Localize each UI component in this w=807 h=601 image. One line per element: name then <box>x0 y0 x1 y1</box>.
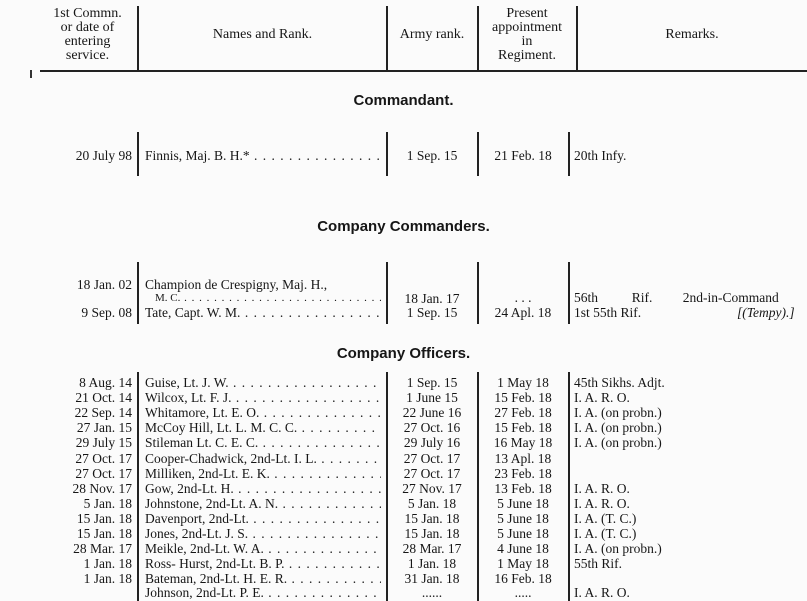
row-appointment: 13 Apl. 18 <box>494 451 552 466</box>
row-army-rank: 1 Sep. 15 <box>406 148 458 163</box>
section-title-company-commanders: Company Commanders. <box>317 218 490 235</box>
header-first-commission <box>40 0 135 70</box>
header-line: entering <box>64 34 111 49</box>
row-appointment: 5 June 18 <box>497 496 549 511</box>
table-row <box>0 375 807 391</box>
row-appointment: 21 Feb. 18 <box>494 148 552 163</box>
table-row <box>0 556 807 572</box>
table-row <box>0 496 807 512</box>
row-army-rank: 1 Jan. 18 <box>407 556 457 571</box>
row-date: 8 Aug. 14 <box>79 375 132 390</box>
section-title-company-officers: Company Officers. <box>336 345 471 362</box>
row-remarks: 55th Rif. <box>574 556 623 571</box>
row-army-rank: 1 June 15 <box>406 390 458 405</box>
margin-mark <box>30 70 32 78</box>
row-appointment: 24 Apl. 18 <box>494 305 552 320</box>
row-army-rank: 1 Sep. 15 <box>406 305 458 320</box>
row-name: Tate, Capt. W. M. . . . <box>145 305 381 321</box>
row-remarks: 1st 55th Rif. <box>574 305 642 320</box>
row-date: 22 Sep. 14 <box>74 405 132 420</box>
table-row <box>0 466 807 482</box>
row-name: Milliken, 2nd-Lt. E. K. . . . <box>145 466 381 482</box>
header-remarks: Remarks. <box>665 27 719 42</box>
table-row <box>0 305 807 321</box>
row-name: Guise, Lt. J. W. . . . <box>145 375 381 391</box>
table-row <box>0 511 807 527</box>
column-divider <box>568 132 570 176</box>
row-name: Johnson, 2nd-Lt. P. E. . . . <box>145 585 381 601</box>
row-appointment: 23 Feb. 18 <box>494 466 552 481</box>
row-name: Finnis, Maj. B. H.* . . . <box>145 148 381 164</box>
row-remarks: I. A. (on probn.) <box>574 435 662 450</box>
header-names-and-rank: Names and Rank. <box>212 27 313 42</box>
row-remarks: I. A. (on probn.) <box>574 541 662 556</box>
row-name: Ross- Hurst, 2nd-Lt. B. P. . . . <box>145 556 381 572</box>
row-army-rank: 15 Jan. 18 <box>404 511 460 526</box>
row-army-rank: 27 Oct. 17 <box>403 451 461 466</box>
row-date: 1 Jan. 18 <box>83 556 132 571</box>
table-row <box>0 585 807 601</box>
row-remarks: I. A. (T. C.) <box>574 526 637 541</box>
row-appointment: 16 May 18 <box>493 435 553 450</box>
row-name: Gow, 2nd-Lt. H. . . . <box>145 481 381 497</box>
header-line: service. <box>65 48 110 63</box>
row-name: Champion de Crespigny, Maj. H., <box>145 277 328 292</box>
table-row <box>0 390 807 406</box>
row-remarks: I. A. (on probn.) <box>574 405 662 420</box>
row-date: 1 Jan. 18 <box>83 571 132 586</box>
row-date: 20 July 98 <box>75 148 132 163</box>
row-name: Johnstone, 2nd-Lt. A. N. . . . <box>145 496 381 512</box>
table-row <box>0 290 807 306</box>
table-row <box>0 435 807 451</box>
row-name: Meikle, 2nd-Lt. W. A. . . . <box>145 541 381 557</box>
header-divider <box>137 6 139 70</box>
row-army-rank: 29 July 16 <box>403 435 461 450</box>
row-army-rank: 22 June 16 <box>402 405 462 420</box>
header-line: in <box>521 34 533 49</box>
row-date: 27 Oct. 17 <box>75 466 132 481</box>
row-army-rank: 27 Oct. 16 <box>403 420 461 435</box>
row-remarks: 56th Rif. 2nd-in-Command <box>574 290 779 305</box>
table-header <box>0 0 807 72</box>
row-date: 18 Jan. 02 <box>76 277 132 292</box>
section-title-commandant: Commandant. <box>353 92 454 109</box>
row-name: McCoy Hill, Lt. L. M. C. C. . . . <box>145 420 381 436</box>
row-appointment: 15 Feb. 18 <box>494 390 552 405</box>
row-army-rank: ...... <box>421 585 443 600</box>
column-divider <box>137 132 139 176</box>
row-appointment: 15 Feb. 18 <box>494 420 552 435</box>
row-name: Jones, 2nd-Lt. J. S. . . . <box>145 526 381 542</box>
header-divider <box>386 6 388 70</box>
header-line: 1st Commn. <box>53 6 122 21</box>
row-date: 9 Sep. 08 <box>81 305 132 320</box>
row-army-rank: 18 Jan. 17 <box>404 291 460 306</box>
row-date: 28 Mar. 17 <box>73 541 132 556</box>
row-date: 15 Jan. 18 <box>76 511 132 526</box>
row-appointment: 16 Feb. 18 <box>494 571 552 586</box>
row-name: Stileman Lt. C. E. C. . . . <box>145 435 381 451</box>
row-date: 21 Oct. 14 <box>75 390 132 405</box>
header-line: Present <box>506 6 548 21</box>
row-appointment: . . . <box>514 290 532 305</box>
row-remarks: I. A. R. O. <box>574 481 630 496</box>
table-row <box>0 541 807 557</box>
row-army-rank: 1 Sep. 15 <box>406 375 458 390</box>
row-date: 5 Jan. 18 <box>83 496 132 511</box>
row-appointment: 5 June 18 <box>497 526 549 541</box>
row-name: M. C. . . . <box>145 290 381 306</box>
header-divider <box>477 6 479 70</box>
table-row <box>0 526 807 542</box>
row-remarks: I. A. R. O. <box>574 390 630 405</box>
column-divider <box>477 262 479 324</box>
row-date: 29 July 15 <box>75 435 132 450</box>
column-divider <box>568 262 570 324</box>
column-divider <box>386 372 388 601</box>
row-name: Whitamore, Lt. E. O. . . . <box>145 405 381 421</box>
column-divider <box>386 132 388 176</box>
table-row <box>0 481 807 497</box>
row-appointment: 1 May 18 <box>497 375 549 390</box>
row-remarks: I. A. (T. C.) <box>574 511 637 526</box>
row-appointment: 1 May 18 <box>497 556 549 571</box>
row-army-rank: 31 Jan. 18 <box>404 571 460 586</box>
row-date: 27 Oct. 17 <box>75 451 132 466</box>
header-present-appointment <box>479 0 575 70</box>
row-army-rank: 15 Jan. 18 <box>404 526 460 541</box>
row-appointment: ..... <box>514 585 532 600</box>
column-divider <box>137 372 139 601</box>
header-line: or date of <box>60 20 115 35</box>
row-army-rank: 27 Oct. 17 <box>403 466 461 481</box>
row-remarks: I. A. R. O. <box>574 585 630 600</box>
row-remarks: 20th Infy. <box>574 148 627 163</box>
table-row <box>0 420 807 436</box>
row-date: 27 Jan. 15 <box>76 420 132 435</box>
row-appointment: 13 Feb. 18 <box>494 481 552 496</box>
row-remarks-continued: [(Tempy).] <box>737 305 795 320</box>
row-name: Bateman, 2nd-Lt. H. E. R. . . . <box>145 571 381 587</box>
row-army-rank: 5 Jan. 18 <box>407 496 457 511</box>
row-appointment: 27 Feb. 18 <box>494 405 552 420</box>
row-remarks: 45th Sikhs. Adjt. <box>574 375 665 390</box>
header-divider <box>576 6 578 70</box>
row-date: 28 Nov. 17 <box>72 481 132 496</box>
row-appointment: 5 June 18 <box>497 511 549 526</box>
row-remarks: I. A. (on probn.) <box>574 420 662 435</box>
table-row <box>0 148 807 164</box>
row-name: Cooper-Chadwick, 2nd-Lt. I. L. . . . <box>145 451 381 467</box>
column-divider <box>477 372 479 601</box>
row-appointment: 4 June 18 <box>497 541 549 556</box>
header-rule <box>40 70 807 72</box>
row-date: 15 Jan. 18 <box>76 526 132 541</box>
header-army-rank: Army rank. <box>399 27 465 42</box>
column-divider <box>477 132 479 176</box>
row-remarks: I. A. R. O. <box>574 496 630 511</box>
column-divider <box>568 372 570 601</box>
column-divider <box>386 262 388 324</box>
header-line: appointment <box>492 20 562 35</box>
header-line: Regiment. <box>498 48 556 63</box>
table-row <box>0 405 807 421</box>
row-name: Wilcox, Lt. F. J. . . . <box>145 390 381 406</box>
row-army-rank: 28 Mar. 17 <box>402 541 462 556</box>
table-row <box>0 451 807 467</box>
column-divider <box>137 262 139 324</box>
row-army-rank: 27 Nov. 17 <box>402 481 462 496</box>
row-name: Davenport, 2nd-Lt. . . . <box>145 511 381 527</box>
